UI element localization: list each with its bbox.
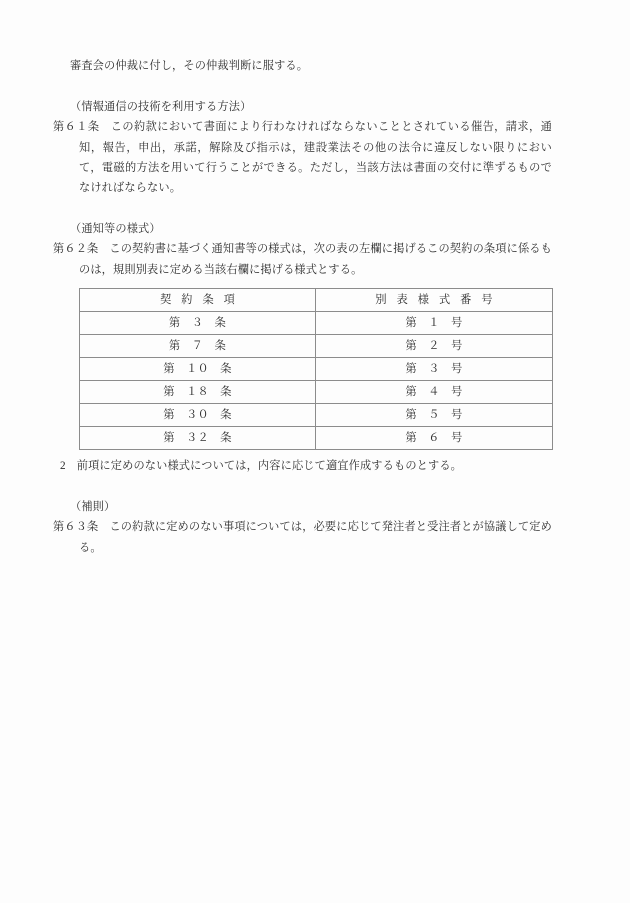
article-63-paragraph	[53, 517, 552, 558]
table-cell-form-number: 第 １ 号	[316, 312, 553, 335]
paragraph-2-text: 前項に定めのない様式については，内容に応じて適宜作成するものとする。	[76, 460, 463, 473]
table-cell-contract-clause: 第 ３２ 条	[80, 427, 316, 450]
table-header-form-number: 別表様式番号	[316, 289, 553, 312]
article-61-paragraph	[53, 117, 552, 199]
table-cell-form-number: 第 ２ 号	[316, 335, 553, 358]
table-cell-contract-clause: 第 １０ 条	[80, 358, 316, 381]
table-row	[80, 335, 553, 358]
table-row	[80, 427, 553, 450]
contract-clause-form-table	[79, 288, 553, 450]
table-row	[80, 312, 553, 335]
section-heading-61: （情報通信の技術を利用する方法）	[70, 100, 252, 113]
paragraph-spacer-1	[53, 76, 552, 96]
table-cell-form-number: 第 ３ 号	[316, 358, 553, 381]
table-header-row	[80, 289, 553, 312]
article-62-paragraph-2	[53, 456, 552, 476]
table-cell-form-number: 第 ５ 号	[316, 404, 553, 427]
table-cell-contract-clause: 第 ７ 条	[80, 335, 316, 358]
table-cell-form-number: 第 ６ 号	[316, 427, 553, 450]
section-heading-63: （補則）	[70, 500, 116, 513]
table-row	[80, 358, 553, 381]
document-body	[53, 56, 552, 558]
section-heading-62: （通知等の様式）	[70, 223, 161, 236]
article-63-label: 第６３条	[53, 521, 99, 534]
table-header-contract-clause: 契約条項	[80, 289, 316, 312]
article-61-body: この約款において書面により行わなければならないこととされている催告，請求，通知，報告，申出，承諾，解除及び指示は，建設業法その他の法令に違反しない限りにおいて，電磁的方法を用いて行うことができる。ただし，当該方法は書面の交付に準ずるものでなければならない。	[79, 121, 552, 195]
table-cell-contract-clause: 第 ３ 条	[80, 312, 316, 335]
table-row	[80, 381, 553, 404]
article-62-body: この契約書に基づく通知書等の様式は，次の表の左欄に掲げるこの契約の条項に係るものは，規則別表に定める当該右欄に掲げる様式とする。	[79, 243, 552, 276]
article-62-paragraph	[53, 239, 552, 280]
table-cell-contract-clause: 第 １８ 条	[80, 381, 316, 404]
article-62-label: 第６２条	[53, 243, 99, 256]
article-63-body: この約款に定めのない事項については，必要に応じて発注者と受注者とが協議して定める。	[79, 521, 552, 554]
continuation-paragraph: 審査会の仲裁に付し，その仲裁判断に服する。	[70, 60, 309, 72]
paragraph-spacer-3	[53, 477, 552, 497]
table-cell-contract-clause: 第 ３０ 条	[80, 404, 316, 427]
article-61-label: 第６１条	[53, 121, 100, 134]
paragraph-2-number: 2	[60, 460, 66, 473]
table-cell-form-number: 第 ４ 号	[316, 381, 553, 404]
table-row	[80, 404, 553, 427]
paragraph-spacer-2	[53, 199, 552, 219]
